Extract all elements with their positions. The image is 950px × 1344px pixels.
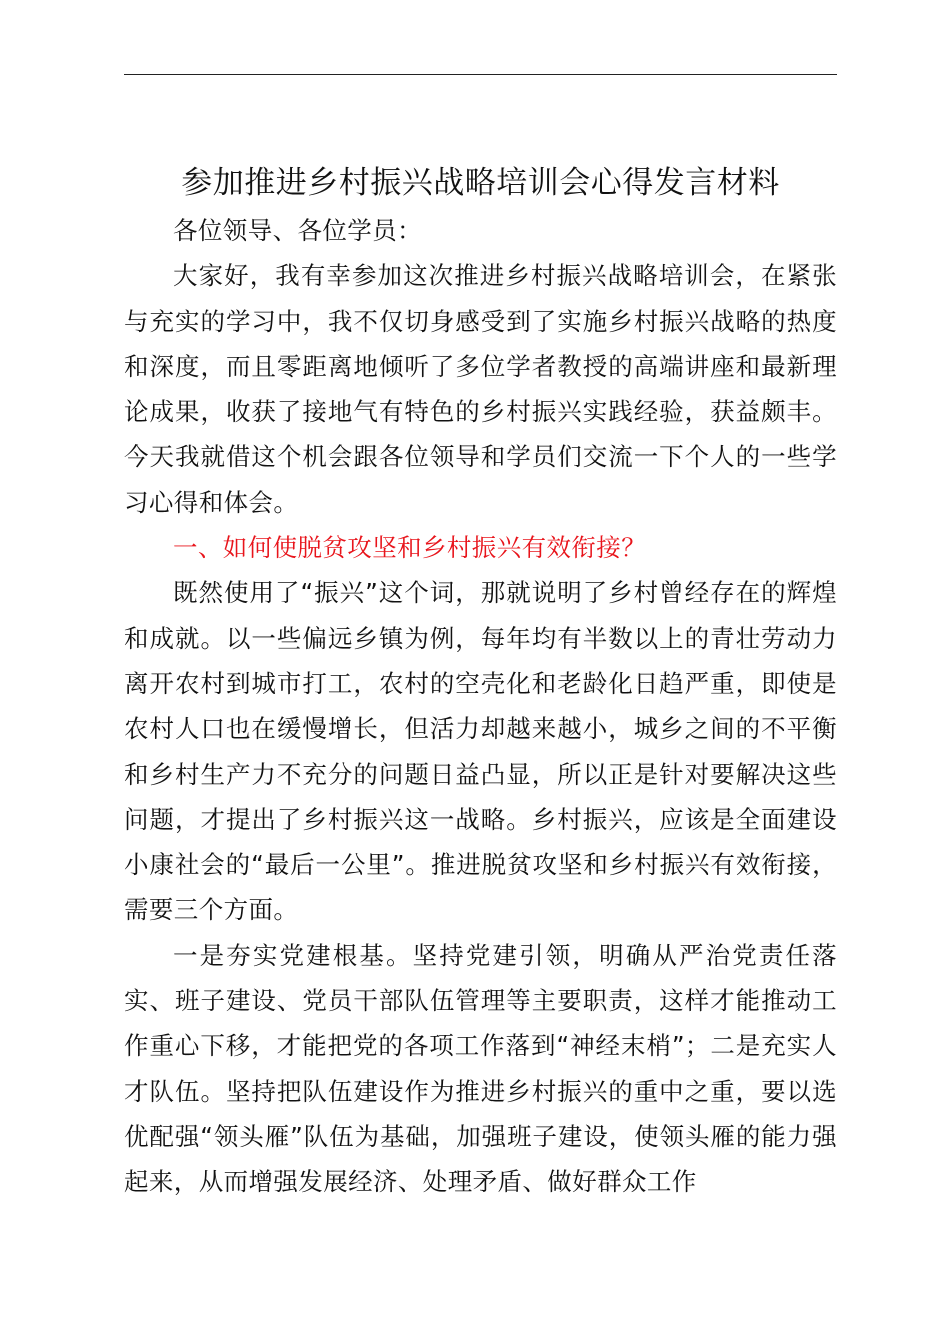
section-heading: 一、如何使脱贫攻坚和乡村振兴有效衔接？ <box>173 533 647 563</box>
document-title: 参加推进乡村振兴战略培训会心得发言材料 <box>181 164 780 201</box>
header-rule <box>124 74 837 75</box>
salutation: 各位领导、各位学员： <box>173 216 422 245</box>
section-paragraph: 一是夯实党建根基。坚持党建引领，明确从严治党责任落实、班子建设、党员干部队伍管理等主要职责，这样才能推动工作重心下移，才能把党的各项工作落到“神经末梢”；二是充实人才队伍。坚持把队伍建设作为推进乡村振兴的重中之重，要以选优配强“领头雁”队伍为基础，加强班子建设，使领头雁的能力强起来，从而增强发展经济、处理矛盾、做好群众工作 <box>124 940 837 1197</box>
intro-paragraph: 大家好，我有幸参加这次推进乡村振兴战略培训会，在紧张与充实的学习中，我不仅切身感受到了实施乡村振兴战略的热度和深度，而且零距离地倾听了多位学者教授的高端讲座和最新理论成果，收获了接地气有特色的乡村振兴实践经验，获益颇丰。今天我就借这个机会跟各位领导和学员们交流一下个人的一些学习心得和体会。 <box>124 261 837 517</box>
document-body <box>124 208 837 1205</box>
section-paragraph: 既然使用了“振兴”这个词，那就说明了乡村曾经存在的辉煌和成就。以一些偏远乡镇为例，每年均有半数以上的青壮劳动力离开农村到城市打工，农村的空壳化和老龄化日趋严重，即使是农村人口也在缓慢增长，但活力却越来越小，城乡之间的不平衡和乡村生产力不充分的问题日益凸显，所以正是针对要解决这些问题，才提出了乡村振兴这一战略。乡村振兴，应该是全面建设小康社会的“最后一公里”。推进脱贫攻坚和乡村振兴有效衔接，需要三个方面。 <box>124 578 837 925</box>
